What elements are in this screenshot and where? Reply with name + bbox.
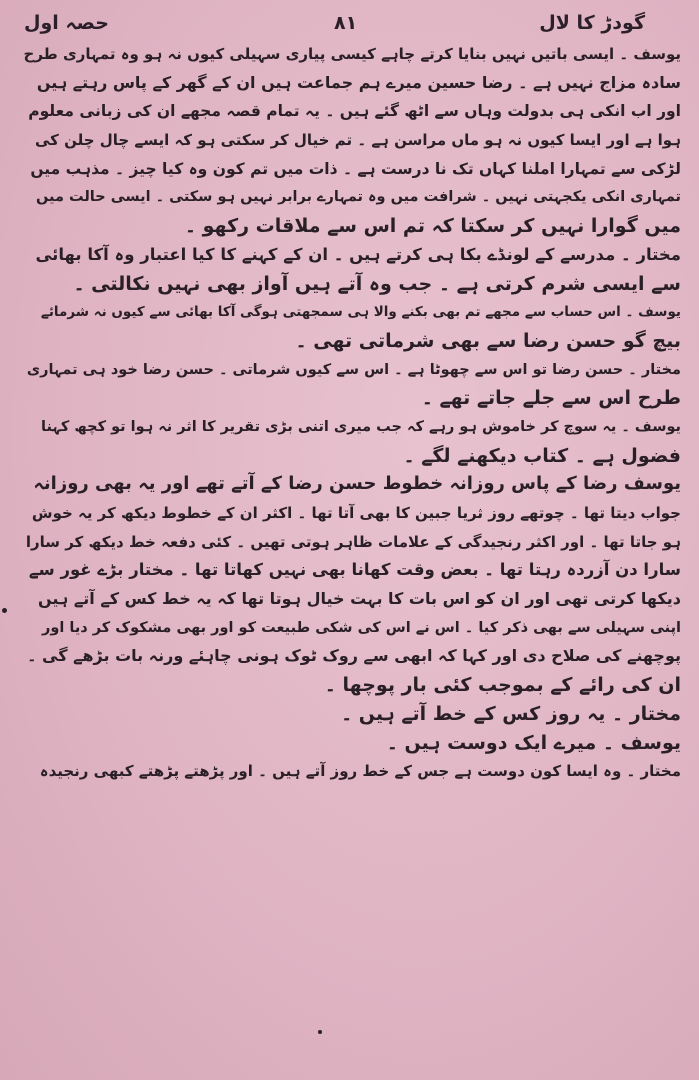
section-label: حصہ اول — [24, 12, 109, 34]
page-number: ۸۱ — [334, 12, 358, 34]
text-line: یوسف ۔ میرے ایک دوست ہیں ۔ — [386, 731, 681, 754]
text-line: مختار ۔ حسن رضا تو اس سے چھوٹا ہے ۔ اس سے کیوں شرماتی ۔ حسن رضا خود ہی تمہاری — [26, 361, 681, 378]
text-line: ہوا ہے اور ایسا کیوں نہ ہو ماں مراسن ہے ۔ تم خیال کر سکتی ہو کہ ایسے چال چلن کی — [34, 131, 681, 150]
text-line: سارا دن آزردہ رہتا تھا ۔ بعض وقت کھانا بھی نہیں کھاتا تھا ۔ مختار بڑے غور سے — [28, 560, 681, 580]
text-line: طرح اس سے جلے جاتے تھے ۔ — [421, 387, 681, 410]
text-line: ان کی رائے کے بموجب کئی بار پوچھا ۔ — [324, 674, 681, 697]
text-line: مختار ۔ مدرسے کے لونڈے بکا ہی کرتے ہیں ۔ ان کے کہنے کا کیا اعتبار وہ آکا بھائی — [35, 244, 681, 264]
text-line: فضول ہے ۔ کتاب دیکھنے لگے ۔ — [403, 444, 681, 467]
text-line: میں گوارا نہیں کر سکتا کہ تم اس سے ملاقات رکھو ۔ — [184, 215, 681, 238]
text-line: پوچھنے کی صلاح دی اور کہا کہ ابھی سے روک ٹوک ہونی چاہئے ورنہ بات بڑھے گی ۔ — [27, 646, 681, 666]
text-line: اور اب انکی ہی بدولت وہاں سے اٹھ گئے ہیں ۔ یہ تمام قصہ مجھے ان کی زبانی معلوم — [28, 102, 681, 121]
text-line: مختار ۔ وہ ایسا کون دوست ہے جس کے خط روز آتے ہیں ۔ اور پڑھتے پڑھتے کبھی رنجیدہ — [39, 762, 681, 781]
text-line: یوسف ۔ یہ سوچ کر خاموش ہو رہے کہ جب میری اتنی بڑی تقریر کا اثر نہ ہوا تو کچھ کہنا — [41, 418, 681, 435]
margin-dot — [2, 608, 7, 613]
text-line: اپنی سہیلی سے بھی ذکر کیا ۔ اس نے اس کی شکی طبیعت کو اور بھی مشکوک کر دیا اور — [42, 619, 681, 636]
text-line: لڑکی سے تمہارا املنا کہاں تک نا درست ہے ۔ ذات میں تم کون وہ کیا چیز ۔ مذہب میں — [30, 159, 681, 178]
text-line: سادہ مزاج نہیں ہے ۔ رضا حسین میرے ہم جماعت ہیں ان کے گھر کے پاس رہتے ہیں — [36, 72, 681, 92]
text-line: بیچ گو حسن رضا سے بھی شرماتی تھی ۔ — [295, 329, 681, 352]
text-line: یوسف رضا کے پاس روزانہ خطوط حسن رضا کے آتے تھے اور یہ بھی روزانہ — [33, 473, 681, 495]
text-line: یوسف ۔ اس حساب سے مجھے تم بھی بکنے والا ہی سمجھتی ہوگی آکا بھائی سے کیوں نہ شرمائے — [40, 304, 681, 321]
book-title: گودڑ کا لال — [539, 12, 645, 34]
text-line: تمہاری انکی یکجہتی نہیں ۔ شرافت میں وہ تمہارے برابر نہیں ہو سکتی ۔ ایسی حالت میں — [36, 189, 681, 206]
text-line: یوسف ۔ ایسی باتیں نہیں بنایا کرتے چاہے کیسی پیاری سہیلی کیوں نہ ہو وہ تمہاری طرح — [24, 45, 681, 63]
text-line: ہو جاتا تھا ۔ اور اکثر رنجیدگی کے علامات ظاہر ہوتی تھیں ۔ کئی دفعہ خط دیکھ کر سارا — [25, 532, 681, 551]
text-line: دیکھا کرتی تھی اور ان کو اس بات کا بہت خیال ہوتا تھا کہ یہ خط کس کے آتے ہیں — [38, 589, 681, 609]
text-line: جواب دیتا تھا ۔ چوتھے روز ثریا جبین کا بھی آتا تھا ۔ اکثر ان کے خطوط دیکھ کر یہ خوش — [31, 504, 681, 522]
text-line: مختار ۔ یہ روز کس کے خط آتے ہیں ۔ — [341, 702, 681, 725]
text-line: سے ایسی شرم کرتی ہے ۔ جب وہ آتے ہیں آواز بھی نہیں نکالتی ۔ — [73, 272, 681, 295]
page-text — [24, 40, 681, 1060]
